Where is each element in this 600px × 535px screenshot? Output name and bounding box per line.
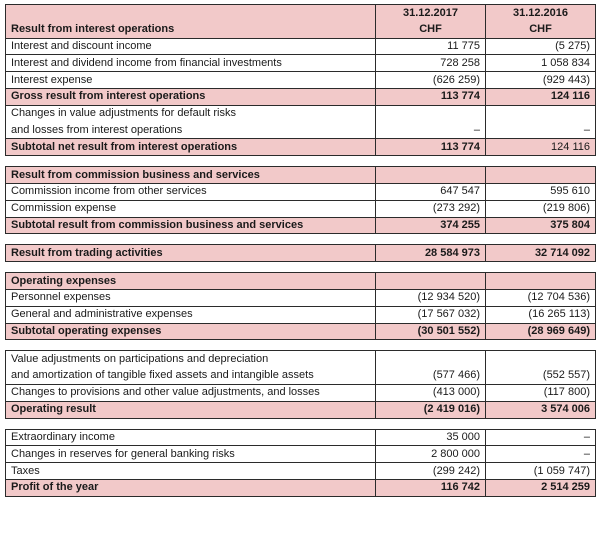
table-row — [6, 429, 596, 446]
value-2016: (117 800) — [486, 384, 596, 401]
row-label: Subtotal result from commission business and services — [6, 217, 376, 234]
value-2017: (413 000) — [376, 384, 486, 401]
value-2016: (16 265 113) — [486, 306, 596, 323]
table-row — [6, 38, 596, 55]
value-2016: (219 806) — [486, 200, 596, 217]
profit-row — [6, 479, 596, 496]
value-2016: 375 804 — [486, 217, 596, 234]
trading-result-row — [6, 245, 596, 262]
table-row — [6, 122, 596, 139]
value-2016: 124 116 — [486, 88, 596, 105]
section-title: Result from commission business and services — [6, 167, 376, 184]
section-title: Result from interest operations — [6, 21, 376, 38]
subtotal-row — [6, 323, 596, 340]
value-2017: (299 242) — [376, 463, 486, 480]
value-2016: (929 443) — [486, 72, 596, 89]
row-label-line1: Changes in value adjustments for default risks — [6, 105, 376, 122]
value-2017: (17 567 032) — [376, 306, 486, 323]
value-2016: (5 275) — [486, 38, 596, 55]
value-2016: 124 116 — [486, 139, 596, 156]
value-2017: 647 547 — [376, 183, 486, 200]
row-label: Commission expense — [6, 200, 376, 217]
table-row — [6, 183, 596, 200]
table-row — [6, 55, 596, 72]
value-2017: 116 742 — [376, 479, 486, 496]
section-header-row — [6, 21, 596, 38]
section-header-row — [6, 273, 596, 290]
commission-table — [5, 166, 596, 234]
value-2017: – — [376, 122, 486, 139]
row-label-line1: Value adjustments on participations and depreciation — [6, 351, 376, 368]
value-2016: 3 574 006 — [486, 401, 596, 418]
table-row — [6, 72, 596, 89]
value-2016: (12 704 536) — [486, 289, 596, 306]
operating-result-table — [5, 350, 596, 418]
operating-result-row — [6, 401, 596, 418]
value-2016: (1 059 747) — [486, 463, 596, 480]
row-label: Subtotal operating expenses — [6, 323, 376, 340]
value-2016: 32 714 092 — [486, 245, 596, 262]
column-date-2017: 31.12.2017 — [376, 5, 486, 22]
value-2017: (30 501 552) — [376, 323, 486, 340]
value-2017: 28 584 973 — [376, 245, 486, 262]
table-row — [6, 306, 596, 323]
subtotal-row — [6, 139, 596, 156]
trading-table — [5, 244, 596, 262]
row-label: Interest expense — [6, 72, 376, 89]
profit-table — [5, 429, 596, 497]
row-label: Changes to provisions and other value adjustments, and losses — [6, 384, 376, 401]
value-2017: 2 800 000 — [376, 446, 486, 463]
column-date-row — [6, 5, 596, 22]
interest-operations-table — [5, 4, 596, 156]
row-label: Commission income from other services — [6, 183, 376, 200]
value-2017: 35 000 — [376, 429, 486, 446]
section-title: Operating expenses — [6, 273, 376, 290]
row-label-line2: and amortization of tangible fixed assets and intangible assets — [6, 368, 376, 385]
row-label: Operating result — [6, 401, 376, 418]
value-2016: (28 969 649) — [486, 323, 596, 340]
row-label: Extraordinary income — [6, 429, 376, 446]
row-label: Personnel expenses — [6, 289, 376, 306]
value-2016: 595 610 — [486, 183, 596, 200]
row-label: Profit of the year — [6, 479, 376, 496]
table-row — [6, 463, 596, 480]
row-label: Interest and dividend income from financial investments — [6, 55, 376, 72]
table-row — [6, 289, 596, 306]
value-2017: (12 934 520) — [376, 289, 486, 306]
subtotal-row — [6, 217, 596, 234]
row-label-line2: and losses from interest operations — [6, 122, 376, 139]
operating-expenses-table — [5, 272, 596, 340]
value-2017: (273 292) — [376, 200, 486, 217]
column-date-2016: 31.12.2016 — [486, 5, 596, 22]
value-2017: 728 258 — [376, 55, 486, 72]
value-2017: 11 775 — [376, 38, 486, 55]
row-label: Gross result from interest operations — [6, 88, 376, 105]
value-2017: (2 419 016) — [376, 401, 486, 418]
column-unit-2016: CHF — [486, 21, 596, 38]
value-2016: 2 514 259 — [486, 479, 596, 496]
row-label: Result from trading activities — [6, 245, 376, 262]
row-label: Subtotal net result from interest operations — [6, 139, 376, 156]
gross-result-row — [6, 88, 596, 105]
row-label: Changes in reserves for general banking risks — [6, 446, 376, 463]
table-row — [6, 351, 596, 368]
row-label: General and administrative expenses — [6, 306, 376, 323]
value-2016: – — [486, 446, 596, 463]
column-unit-2017: CHF — [376, 21, 486, 38]
value-2017: (626 259) — [376, 72, 486, 89]
table-row — [6, 200, 596, 217]
table-row — [6, 368, 596, 385]
value-2016: – — [486, 122, 596, 139]
section-header-row — [6, 167, 596, 184]
value-2016: – — [486, 429, 596, 446]
value-2016: 1 058 834 — [486, 55, 596, 72]
table-row — [6, 105, 596, 122]
table-row — [6, 446, 596, 463]
table-row — [6, 384, 596, 401]
row-label: Interest and discount income — [6, 38, 376, 55]
value-2016: (552 557) — [486, 368, 596, 385]
value-2017: 374 255 — [376, 217, 486, 234]
value-2017: 113 774 — [376, 88, 486, 105]
row-label: Taxes — [6, 463, 376, 480]
value-2017: (577 466) — [376, 368, 486, 385]
value-2017: 113 774 — [376, 139, 486, 156]
